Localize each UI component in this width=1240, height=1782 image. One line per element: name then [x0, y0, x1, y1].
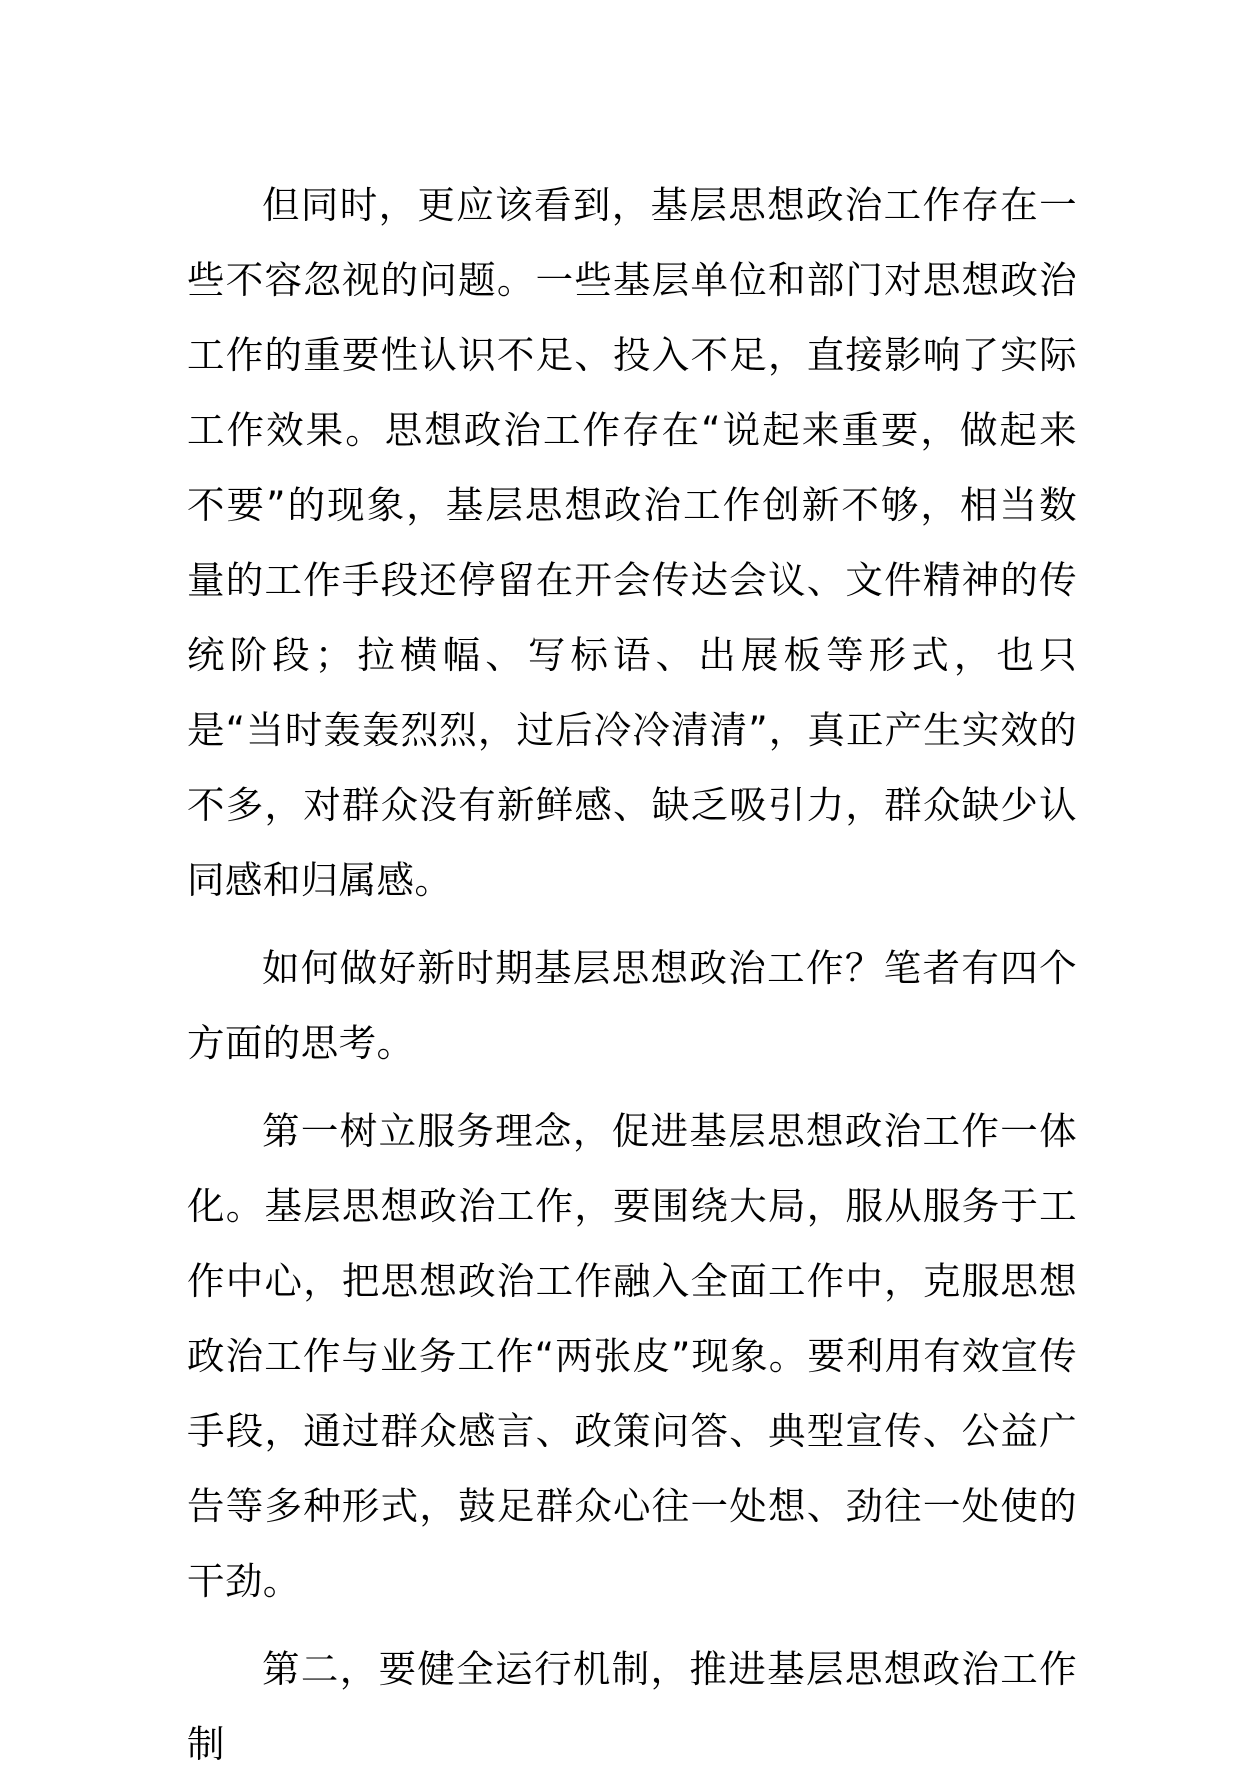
paragraph-problems: 但同时，更应该看到，基层思想政治工作存在一些不容忽视的问题。一些基层单位和部门对思想政治工作的重要性认识不足、投入不足，直接影响了实际工作效果。思想政治工作存在“说起来重要，做起来不要”的现象，基层思想政治工作创新不够，相当数量的工作手段还停留在开会传达会议、文件精神的传统阶段；拉横幅、写标语、出展板等形式，也只是“当时轰轰烈烈，过后冷冷清清”，真正产生实效的不多，对群众没有新鲜感、缺乏吸引力，群众缺少认同感和归属感。 [187, 183, 1077, 902]
paragraph-question: 如何做好新时期基层思想政治工作？笔者有四个方面的思考。 [187, 946, 1077, 1065]
paragraph-second-point: 第二，要健全运行机制，推进基层思想政治工作制 [187, 1647, 1077, 1766]
document-body [187, 168, 1077, 1782]
paragraph-first-point: 第一树立服务理念，促进基层思想政治工作一体化。基层思想政治工作，要围绕大局，服从服务于工作中心，把思想政治工作融入全面工作中，克服思想政治工作与业务工作“两张皮”现象。要利用有效宣传手段，通过群众感言、政策问答、典型宣传、公益广告等多种形式，鼓足群众心往一处想、劲往一处使的干劲。 [187, 1109, 1077, 1603]
